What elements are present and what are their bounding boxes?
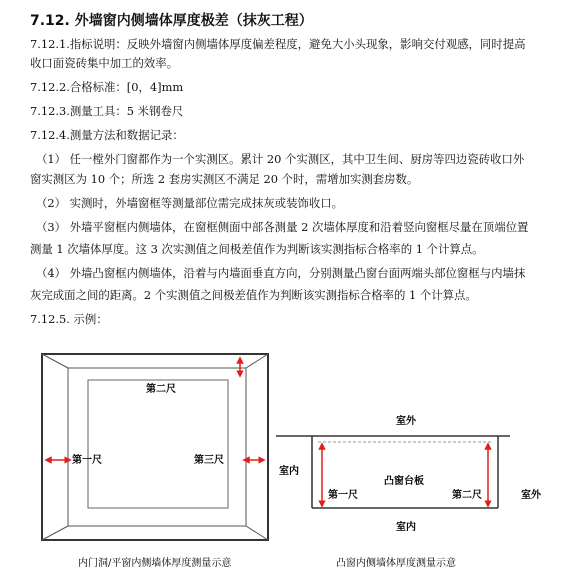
label-outside-top: 室外 xyxy=(396,416,416,427)
indicator-description: 7.12.1.指标说明：反映外墙窗内侧墙体厚度偏差程度，避免大小头现象，影响交付观感，同时提高 xyxy=(30,37,526,51)
label-first-ruler: 第一尺 xyxy=(72,455,102,466)
right-figure-caption: 凸窗内侧墙体厚度测量示意 xyxy=(336,558,456,569)
qualified-standard: 7.12.2.合格标准：[0，4]mm xyxy=(30,80,184,94)
label-outside-right: 室外 xyxy=(521,490,541,501)
label-bay-sill: 凸窗台板 xyxy=(384,476,424,487)
flat-window-diagram xyxy=(42,354,268,569)
method-1-cont: 窗实测区为 10 个；所选 2 套房实测区不满足 20 个时，需增加实测套房数。 xyxy=(30,172,419,186)
section-heading: 7.12. 外墙窗内侧墙体厚度极差（抹灰工程） xyxy=(30,13,313,29)
method-heading: 7.12.4.测量方法和数据记录： xyxy=(30,128,184,142)
label-first-ruler: 第一尺 xyxy=(328,490,358,501)
reveal-edge xyxy=(42,526,68,540)
reveal-edge xyxy=(246,354,268,368)
outer-wall-outline xyxy=(42,354,268,540)
label-inside-left: 室内 xyxy=(279,466,299,477)
bay-window-diagram xyxy=(276,414,542,569)
label-inside-bottom: 室内 xyxy=(396,522,416,533)
label-second-ruler: 第二尺 xyxy=(452,490,482,501)
method-3: （3） 外墙平窗框内侧墙体，在窗框侧面中部各测量 2 次墙体厚度和沿着竖向窗框尽量在顶端位置 xyxy=(36,220,529,234)
method-4: （4） 外墙凸窗框内侧墙体，沿着与内墙面垂直方向，分别测量凸窗台面两端头部位窗框与内墙抹 xyxy=(36,266,526,280)
label-second-ruler: 第二尺 xyxy=(146,384,176,395)
method-4-cont: 灰完成面之间的距离。2 个实测值之间极差值作为判断该实测指标合格率的 1 个计算点。 xyxy=(30,288,477,302)
method-2: （2） 实测时，外墙窗框等测量部位需完成抹灰或装饰收口。 xyxy=(36,196,344,210)
left-figure-caption: 内门洞/平窗内侧墙体厚度测量示意 xyxy=(78,558,232,569)
example-label: 7.12.5. 示例： xyxy=(30,312,108,326)
method-3-cont: 测量 1 次墙体厚度。这 3 次实测值之间极差值作为判断该实测指标合格率的 1 个计算点。 xyxy=(30,242,484,256)
indicator-description-cont: 收口面瓷砖集中加工的效率。 xyxy=(30,56,179,70)
window-frame xyxy=(88,380,228,508)
reveal-edge xyxy=(42,354,68,368)
method-1: （1） 任一樘外门窗都作为一个实测区。累计 20 个实测区，其中卫生间、厨房等四边瓷砖收口外 xyxy=(36,152,525,166)
measuring-tool: 7.12.3.测量工具：5 米钢卷尺 xyxy=(30,104,184,118)
label-third-ruler: 第三尺 xyxy=(194,455,224,466)
reveal-edge xyxy=(246,526,268,540)
